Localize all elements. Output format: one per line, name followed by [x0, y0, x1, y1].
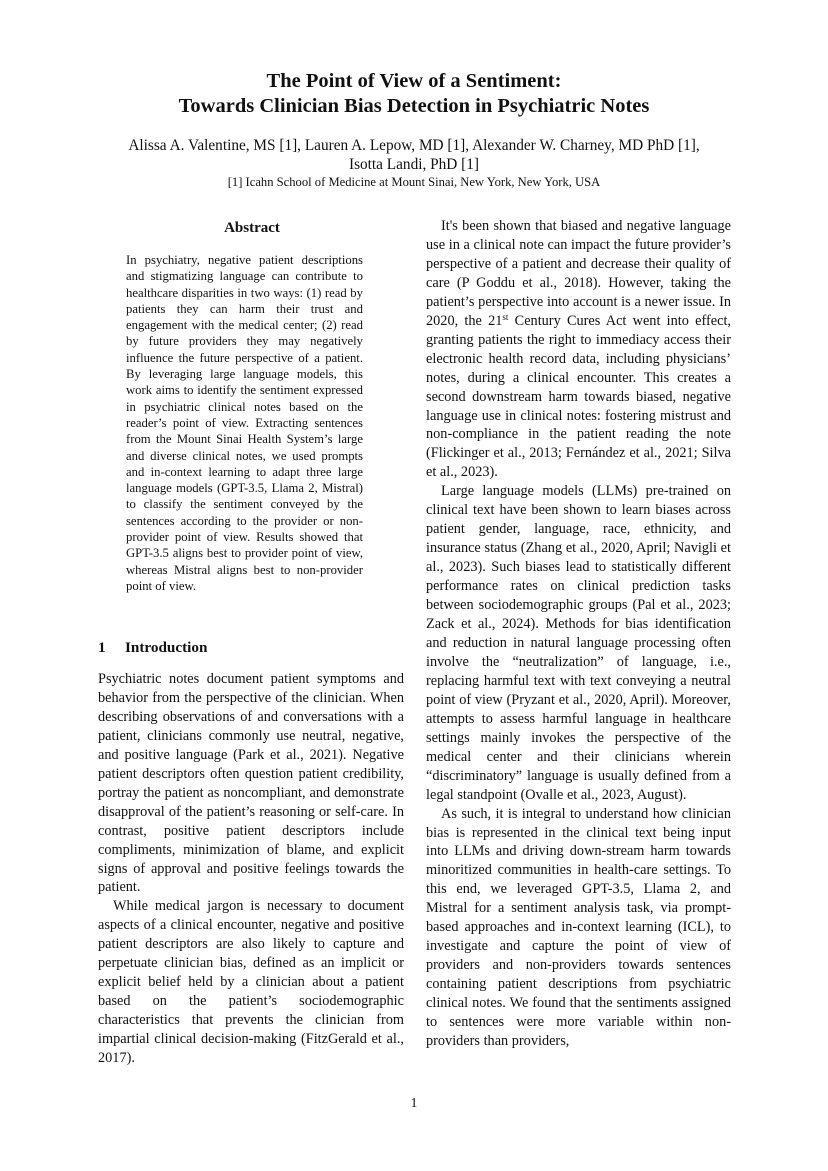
- section-title: Introduction: [125, 639, 208, 656]
- paragraph-3-text-a: It's been shown that biased and negative language use in a clinical note can impact the future provider’s perspective of a patient and decrease their quality of care (P Goddu et al., 2018). However, taking the patient’s perspective into account is a newer issue. In 2020, the 21: [426, 218, 731, 329]
- affiliation: [1] Icahn School of Medicine at Mount Sinai, New York, New York, USA: [227, 175, 601, 189]
- intro-paragraph-1: Psychiatric notes document patient symptoms and behavior from the perspective of the clinician. When describing observations of and conversations with a patient, clinicians commonly use neutral, negative, and positive language (Park et al., 2021). Negative patient descriptors often question patient credibility, portray the patient as noncompliant, and demonstrate disapproval of the patient’s reasoning or self-care. In contrast, positive patient descriptors include compliments, minimization of blame, and explicit signs of approval and positive feelings towards the patient.: [98, 671, 404, 896]
- left-column: [98, 670, 404, 1068]
- intro-paragraph-4: Large language models (LLMs) pre-trained on clinical text have been shown to learn biases across patient gender, language, race, ethnicity, and insurance status (Zhang et al., 2020, April; Navigli et al., 2023). Such biases lead to statistically different performance rates on clinical prediction tasks between sociodemographic groups (Pal et al., 2023; Zack et al., 2024). Methods for bias identification and reduction in natural language processing often involve the “neutralization” of language, i.e., replacing harmful text with text conveying a neutral point of view (Pryzant et al., 2020, April). Moreover, attempts to assess harmful language in healthcare settings mainly invokes the perspective of the medical center and their clinicians wherein “discriminatory” language is usually defined from a legal standpoint (Ovalle et al., 2023, August).: [426, 483, 731, 803]
- section-number: 1: [98, 639, 106, 656]
- ordinal-superscript: st: [502, 311, 509, 322]
- right-column: [426, 217, 731, 1051]
- title-line-1: The Point of View of a Sentiment:: [266, 70, 562, 92]
- intro-paragraph-5: As such, it is integral to understand how clinician bias is represented in the clinical text being input into LLMs and driving down-stream harm towards minoritized communities in health-care settings. To this end, we leveraged GPT-3.5, Llama 2, and Mistral for a sentiment analysis task, via prompt-based approaches and in-context learning (ICL), to investigate and capture the point of view of providers and non-providers towards sentences containing patient descriptions from psychiatric clinical notes. We found that the sentiments assigned to sentences were more variable within non-providers than providers,: [426, 805, 731, 1049]
- section-heading-introduction: [98, 638, 404, 657]
- intro-paragraph-3: [426, 217, 731, 482]
- title-line-2: Towards Clinician Bias Detection in Psychiatric Notes: [178, 95, 650, 117]
- abstract-text: In psychiatry, negative patient descriptions and stigmatizing language can contribute to healthcare disparities in two ways: (1) read by patients they can harm their trust and engagement with the medical center; (2) read by future providers they may negatively influence the future perspective of a patient. By leveraging large language models, this work aims to identify the sentiment expressed in psychiatric clinical notes based on the reader’s point of view. Extracting sentences from the Mount Sinai Health System’s large and diverse clinical notes, we used prompts and in-context learning to adapt three large language models (GPT-3.5, Llama 2, Mistral) to classify the sentiment conveyed by the sentences according to the provider or non-provider point of view. Results showed that GPT-3.5 aligns best to provider point of view, whereas Mistral aligns best to non-provider point of view.: [126, 253, 363, 593]
- abstract-body: [126, 252, 363, 594]
- paragraph-3-text-b: Century Cures Act went into effect, granting patients the right to immediacy access their electronic health record data, including physicians’ notes, during a clinical encounter. This creates a second downstream harm towards biased, negative language use in clinical notes: fostering mistrust and non-compliance in the patient reading the note (Flickinger et al., 2013; Fernández et al., 2021; Silva et al., 2023).: [426, 312, 731, 481]
- page-number: 1: [410, 1095, 418, 1110]
- abstract-heading: Abstract: [224, 220, 280, 236]
- authors-line-1: Alissa A. Valentine, MS [1], Lauren A. Lepow, MD [1], Alexander W. Charney, MD PhD [1],: [128, 137, 700, 154]
- paper-title: [0, 69, 828, 119]
- authors-line-2: Isotta Landi, PhD [1]: [348, 156, 479, 173]
- author-list: [0, 136, 828, 174]
- intro-paragraph-2: While medical jargon is necessary to document aspects of a clinical encounter, negative and positive patient descriptors are also likely to capture and perpetuate clinician bias, defined as an implicit or explicit belief held by a clinician about a patient based on the patient’s sociodemographic characteristics that prevents the clinician from impartial clinical decision-making (FitzGerald et al., 2017).: [98, 898, 404, 1067]
